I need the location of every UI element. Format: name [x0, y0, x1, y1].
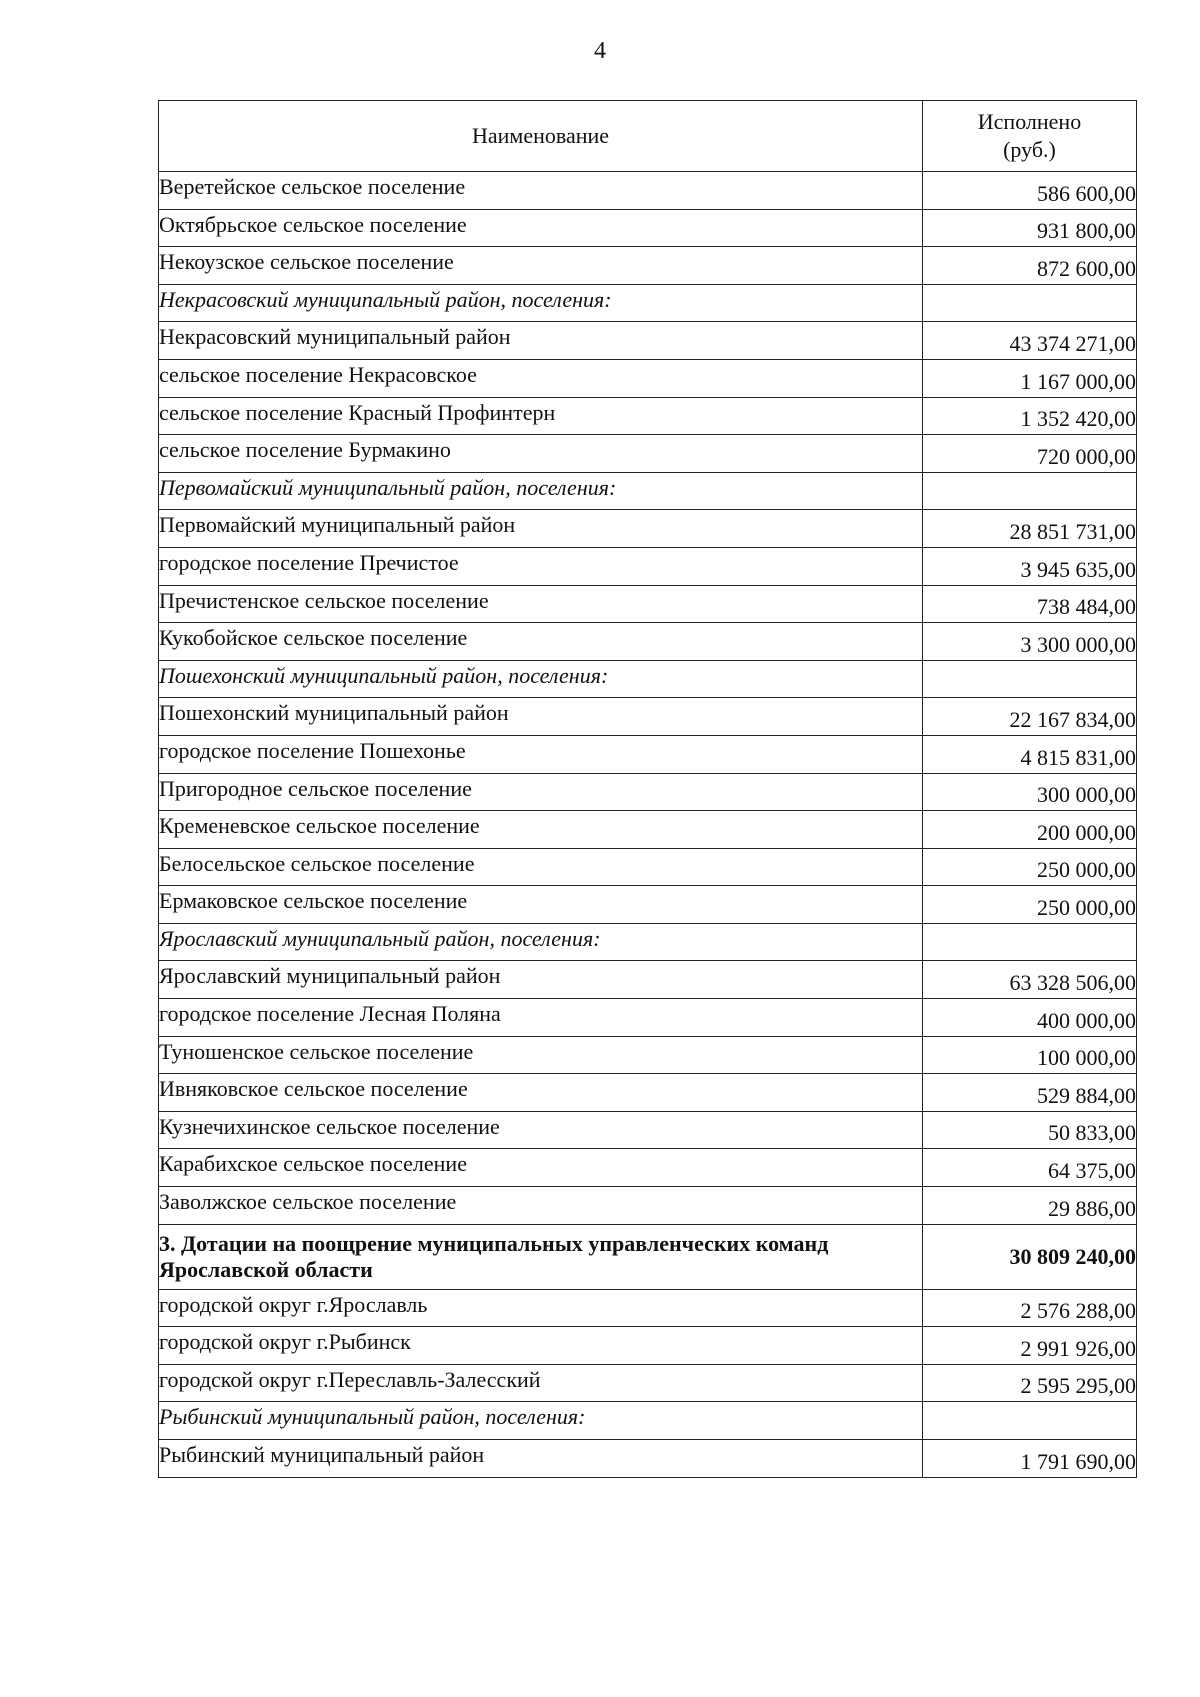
table-row	[159, 209, 1137, 247]
row-value-cell: 738 484,00	[923, 585, 1137, 623]
row-name-cell: сельское поселение Бурмакино	[159, 435, 923, 473]
row-name-cell: городское поселение Пошехонье	[159, 735, 923, 773]
row-name-cell: сельское поселение Красный Профинтерн	[159, 397, 923, 435]
row-name-cell: Карабихское сельское поселение	[159, 1149, 923, 1187]
row-value-cell: 872 600,00	[923, 247, 1137, 285]
table-row	[159, 811, 1137, 849]
row-name-cell: Пошехонский муниципальный район, поселения:	[159, 660, 923, 698]
row-name-cell: Некрасовский муниципальный район	[159, 322, 923, 360]
table-row	[159, 1289, 1137, 1327]
row-name-cell: Некрасовский муниципальный район, поселения:	[159, 284, 923, 322]
row-value-cell: 1 352 420,00	[923, 397, 1137, 435]
table-row	[159, 1327, 1137, 1365]
budget-table	[158, 100, 1137, 1478]
row-value-cell: 64 375,00	[923, 1149, 1137, 1187]
row-value-cell	[923, 284, 1137, 322]
row-name-cell: Рыбинский муниципальный район	[159, 1440, 923, 1478]
table-row	[159, 547, 1137, 585]
row-value-cell: 22 167 834,00	[923, 698, 1137, 736]
row-name-cell: Кременевское сельское поселение	[159, 811, 923, 849]
table-row	[159, 1036, 1137, 1074]
row-value-cell: 29 886,00	[923, 1187, 1137, 1225]
table-row	[159, 886, 1137, 924]
table-row	[159, 1111, 1137, 1149]
row-name-cell: Кузнечихинское сельское поселение	[159, 1111, 923, 1149]
table-section-row	[159, 660, 1137, 698]
row-value-cell: 200 000,00	[923, 811, 1137, 849]
row-name-cell: 3. Дотации на поощрение муниципальных управленческих команд Ярославской области	[159, 1224, 923, 1289]
row-value-cell: 4 815 831,00	[923, 735, 1137, 773]
row-name-cell: Пошехонский муниципальный район	[159, 698, 923, 736]
table-row	[159, 773, 1137, 811]
table-total-row	[159, 1224, 1137, 1289]
row-name-cell: Веретейское сельское поселение	[159, 172, 923, 210]
row-value-cell: 3 945 635,00	[923, 547, 1137, 585]
table-row	[159, 999, 1137, 1037]
row-value-cell: 931 800,00	[923, 209, 1137, 247]
row-value-cell: 1 167 000,00	[923, 359, 1137, 397]
table-row	[159, 623, 1137, 661]
table-section-row	[159, 284, 1137, 322]
row-name-cell: Ермаковское сельское поселение	[159, 886, 923, 924]
header-row	[159, 101, 1137, 172]
row-value-cell: 1 791 690,00	[923, 1440, 1137, 1478]
row-name-cell: Некоузское сельское поселение	[159, 247, 923, 285]
row-value-cell	[923, 1402, 1137, 1440]
row-name-cell: Первомайский муниципальный район	[159, 510, 923, 548]
table-body	[159, 172, 1137, 1478]
table-row	[159, 1187, 1137, 1225]
row-name-cell: сельское поселение Некрасовское	[159, 359, 923, 397]
row-value-cell: 50 833,00	[923, 1111, 1137, 1149]
row-name-cell: Октябрьское сельское поселение	[159, 209, 923, 247]
table-section-row	[159, 1402, 1137, 1440]
table-header	[159, 101, 1137, 172]
row-value-cell: 43 374 271,00	[923, 322, 1137, 360]
row-name-cell: городское поселение Пречистое	[159, 547, 923, 585]
table-row	[159, 585, 1137, 623]
table-row	[159, 848, 1137, 886]
table-section-row	[159, 472, 1137, 510]
row-value-cell	[923, 923, 1137, 961]
row-name-cell: Рыбинский муниципальный район, поселения:	[159, 1402, 923, 1440]
table-row	[159, 961, 1137, 999]
row-value-cell: 30 809 240,00	[923, 1224, 1137, 1289]
row-name-cell: городское поселение Лесная Поляна	[159, 999, 923, 1037]
table-row	[159, 1074, 1137, 1112]
table-row	[159, 322, 1137, 360]
table-row	[159, 1440, 1137, 1478]
row-value-cell: 28 851 731,00	[923, 510, 1137, 548]
table-row	[159, 172, 1137, 210]
page-number: 4	[594, 38, 606, 64]
table-row	[159, 1149, 1137, 1187]
table-row	[159, 510, 1137, 548]
row-value-cell: 63 328 506,00	[923, 961, 1137, 999]
row-value-cell: 720 000,00	[923, 435, 1137, 473]
table-row	[159, 359, 1137, 397]
row-value-cell: 2 991 926,00	[923, 1327, 1137, 1365]
column-header-name: Наименование	[159, 101, 923, 172]
table-row	[159, 698, 1137, 736]
table-row	[159, 1364, 1137, 1402]
table-row	[159, 735, 1137, 773]
row-name-cell: Туношенское сельское поселение	[159, 1036, 923, 1074]
column-header-executed	[923, 101, 1137, 172]
row-name-cell: Ивняковское сельское поселение	[159, 1074, 923, 1112]
table-row	[159, 247, 1137, 285]
row-value-cell: 529 884,00	[923, 1074, 1137, 1112]
row-value-cell: 2 595 295,00	[923, 1364, 1137, 1402]
table-row	[159, 435, 1137, 473]
row-name-cell: Белосельское сельское поселение	[159, 848, 923, 886]
row-value-cell: 100 000,00	[923, 1036, 1137, 1074]
row-value-cell: 3 300 000,00	[923, 623, 1137, 661]
row-value-cell	[923, 660, 1137, 698]
row-name-cell: городской округ г.Ярославль	[159, 1289, 923, 1327]
row-name-cell: Ярославский муниципальный район	[159, 961, 923, 999]
row-name-cell: Пригородное сельское поселение	[159, 773, 923, 811]
row-value-cell: 2 576 288,00	[923, 1289, 1137, 1327]
row-name-cell: городской округ г.Переславль-Залесский	[159, 1364, 923, 1402]
table-row	[159, 397, 1137, 435]
row-name-cell: Пречистенское сельское поселение	[159, 585, 923, 623]
row-value-cell: 250 000,00	[923, 848, 1137, 886]
row-name-cell: Кукобойское сельское поселение	[159, 623, 923, 661]
row-value-cell: 400 000,00	[923, 999, 1137, 1037]
row-name-cell: Ярославский муниципальный район, поселения:	[159, 923, 923, 961]
row-name-cell: Заволжское сельское поселение	[159, 1187, 923, 1225]
row-value-cell: 586 600,00	[923, 172, 1137, 210]
column-header-executed-line1: Исполнено	[977, 109, 1082, 134]
row-name-cell: городской округ г.Рыбинск	[159, 1327, 923, 1365]
table-section-row	[159, 923, 1137, 961]
row-value-cell: 300 000,00	[923, 773, 1137, 811]
column-header-executed-line2: (руб.)	[1003, 137, 1056, 162]
row-name-cell: Первомайский муниципальный район, поселения:	[159, 472, 923, 510]
row-value-cell: 250 000,00	[923, 886, 1137, 924]
row-value-cell	[923, 472, 1137, 510]
